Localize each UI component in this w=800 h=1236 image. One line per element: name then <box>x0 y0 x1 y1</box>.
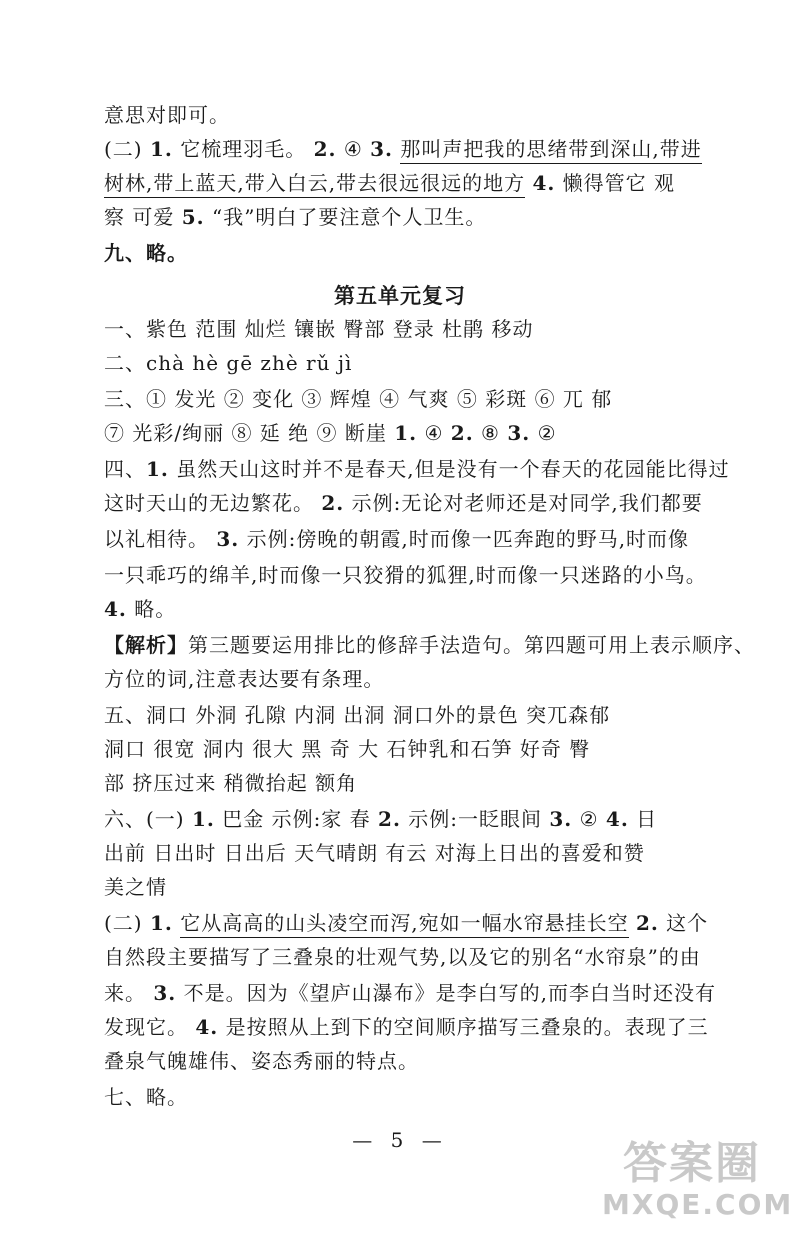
underlined-answer: 那叫声把我的思绪带到深山,带进 <box>400 137 701 164</box>
text-line: 叠泉气魄雄伟、姿态秀丽的特点。 <box>104 1049 419 1073</box>
section-nine: 九、略。 <box>104 241 188 265</box>
text-line: 意思对即可。 <box>104 103 230 127</box>
text-line: 出前 日出时 日出后 天气晴朗 有云 对海上日出的喜爱和赞 <box>104 841 645 865</box>
text-line: 五、洞口 外洞 孔隙 内洞 出洞 洞口外的景色 突兀森郁 <box>104 703 611 727</box>
watermark-logo <box>602 1138 794 1228</box>
text-line: 察 可爱 5. “我”明白了要注意个人卫生。 <box>104 205 487 229</box>
text-line: 一、紫色 范围 灿烂 镶嵌 臀部 登录 杜鹃 移动 <box>104 317 534 341</box>
watermark-url: MXQE.COM <box>602 1188 794 1221</box>
text-line: 部 挤压过来 稍微抬起 额角 <box>104 771 358 795</box>
text-line: 四、1. 虽然天山这时并不是春天,但是没有一个春天的花园能比得过 <box>104 457 730 481</box>
watermark-title: 答案圈 <box>623 1138 761 1189</box>
text-line: 来。 3. 不是。因为《望庐山瀑布》是李白写的,而李白当时还没有 <box>104 981 716 1005</box>
pinyin-line: 二、chà hè gē zhè rǔ jì <box>104 351 353 375</box>
underlined-answer: 树林,带上蓝天,带入白云,带去很远很远的地方 <box>104 171 525 198</box>
analysis-line: 【解析】第三题要运用排比的修辞手法造句。第四题可用上表示顺序、 <box>104 633 755 657</box>
text-line: 发现它。 4. 是按照从上到下的空间顺序描写三叠泉的。表现了三 <box>104 1015 709 1039</box>
text-line: 七、略。 <box>104 1085 188 1109</box>
text-line: (二) 1. 它梳理羽毛。 2. ④ 3. 那叫声把我的思绪带到深山,带进 <box>104 136 702 162</box>
text-line: 这时天山的无边繁花。 2. 示例:无论对老师还是对同学,我们都要 <box>104 491 703 515</box>
text-line: ⑦ 光彩/绚丽 ⑧ 延 绝 ⑨ 断崖 1. ④ 2. ⑧ 3. ② <box>104 421 557 445</box>
text-line: 洞口 很宽 洞内 很大 黑 奇 大 石钟乳和石笋 好奇 臀 <box>104 737 591 761</box>
underlined-answer: 它从高高的山头凌空而泻,宛如一幅水帘悬挂长空 <box>180 911 628 938</box>
text-line: 自然段主要描写了三叠泉的壮观气势,以及它的别名“水帘泉”的由 <box>104 945 701 969</box>
text-line: 以礼相待。 3. 示例:傍晚的朝霞,时而像一匹奔跑的野马,时而像 <box>104 527 690 551</box>
analysis-label: 【解析】 <box>104 633 188 657</box>
text-line: 4. 略。 <box>104 597 177 621</box>
page-number: — 5 — <box>352 1128 448 1152</box>
text-line: 美之情 <box>104 875 167 899</box>
section-title: 第五单元复习 <box>334 283 466 308</box>
text-line: 树林,带上蓝天,带入白云,带去很远很远的地方 4. 懒得管它 观 <box>104 170 675 196</box>
text-line: 一只乖巧的绵羊,时而像一只狡猾的狐狸,时而像一只迷路的小鸟。 <box>104 563 707 587</box>
text-line: 三、① 发光 ② 变化 ③ 辉煌 ④ 气爽 ⑤ 彩斑 ⑥ 兀 郁 <box>104 387 613 411</box>
text-line: 六、(一) 1. 巴金 示例:家 春 2. 示例:一眨眼间 3. ② 4. 日 <box>104 807 658 831</box>
text-line: (二) 1. 它从高高的山头凌空而泻,宛如一幅水帘悬挂长空 2. 这个 <box>104 910 708 936</box>
text-line: 方位的词,注意表达要有条理。 <box>104 667 385 691</box>
